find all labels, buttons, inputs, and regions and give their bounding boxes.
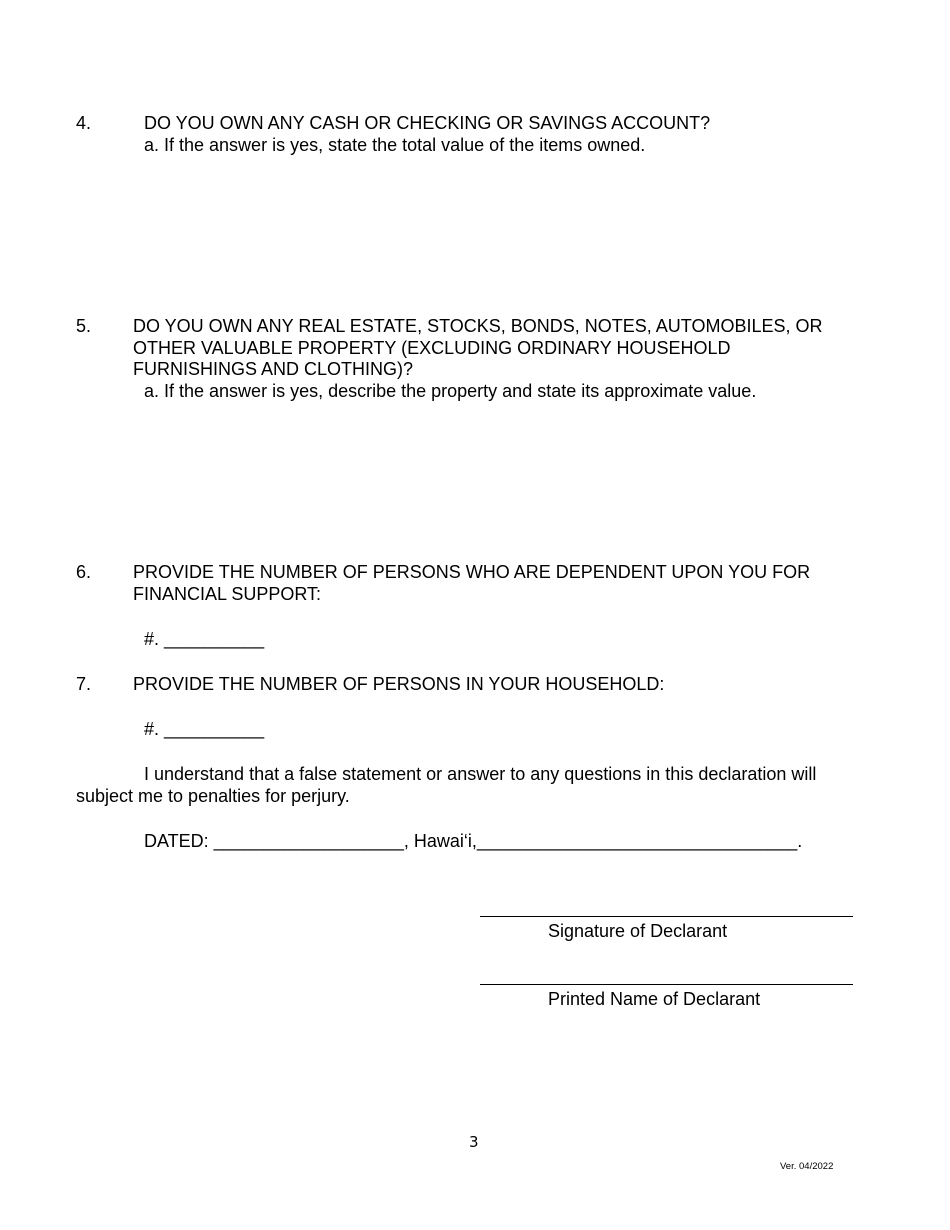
page-number: 3 [469, 1133, 479, 1151]
signature-label: Signature of Declarant [548, 921, 728, 941]
q7-question: PROVIDE THE NUMBER OF PERSONS IN YOUR HOUSEHOLD: [133, 674, 665, 694]
q7-number-blank[interactable]: #. __________ [144, 719, 265, 739]
printed-name-line[interactable] [480, 984, 853, 985]
version-label: Ver. 04/2022 [780, 1161, 834, 1172]
dated-line[interactable]: DATED: ___________________, Hawai‘i,________________________________. [144, 831, 803, 851]
declaration-line-2: subject me to penalties for perjury. [76, 786, 350, 806]
q6-question-line-2: FINANCIAL SUPPORT: [133, 584, 322, 604]
q4-number: 4. [76, 113, 92, 133]
declaration-line-1: I understand that a false statement or answer to any questions in this declaration will [144, 764, 817, 784]
q5-question-line-3: FURNISHINGS AND CLOTHING)? [133, 359, 414, 379]
q6-question-line-1: PROVIDE THE NUMBER OF PERSONS WHO ARE DEPENDENT UPON YOU FOR [133, 562, 811, 582]
q4-subquestion: a. If the answer is yes, state the total value of the items owned. [144, 135, 646, 155]
signature-line[interactable] [480, 916, 853, 917]
q5-question-line-2: OTHER VALUABLE PROPERTY (EXCLUDING ORDINARY HOUSEHOLD [133, 338, 731, 358]
printed-name-label: Printed Name of Declarant [548, 989, 761, 1009]
q5-number: 5. [76, 316, 92, 336]
q6-number: 6. [76, 562, 92, 582]
q7-number: 7. [76, 674, 92, 694]
q5-question-line-1: DO YOU OWN ANY REAL ESTATE, STOCKS, BONDS, NOTES, AUTOMOBILES, OR [133, 316, 823, 336]
q4-question: DO YOU OWN ANY CASH OR CHECKING OR SAVINGS ACCOUNT? [144, 113, 711, 133]
q6-number-blank[interactable]: #. __________ [144, 629, 265, 649]
q5-subquestion: a. If the answer is yes, describe the property and state its approximate value. [144, 381, 757, 401]
